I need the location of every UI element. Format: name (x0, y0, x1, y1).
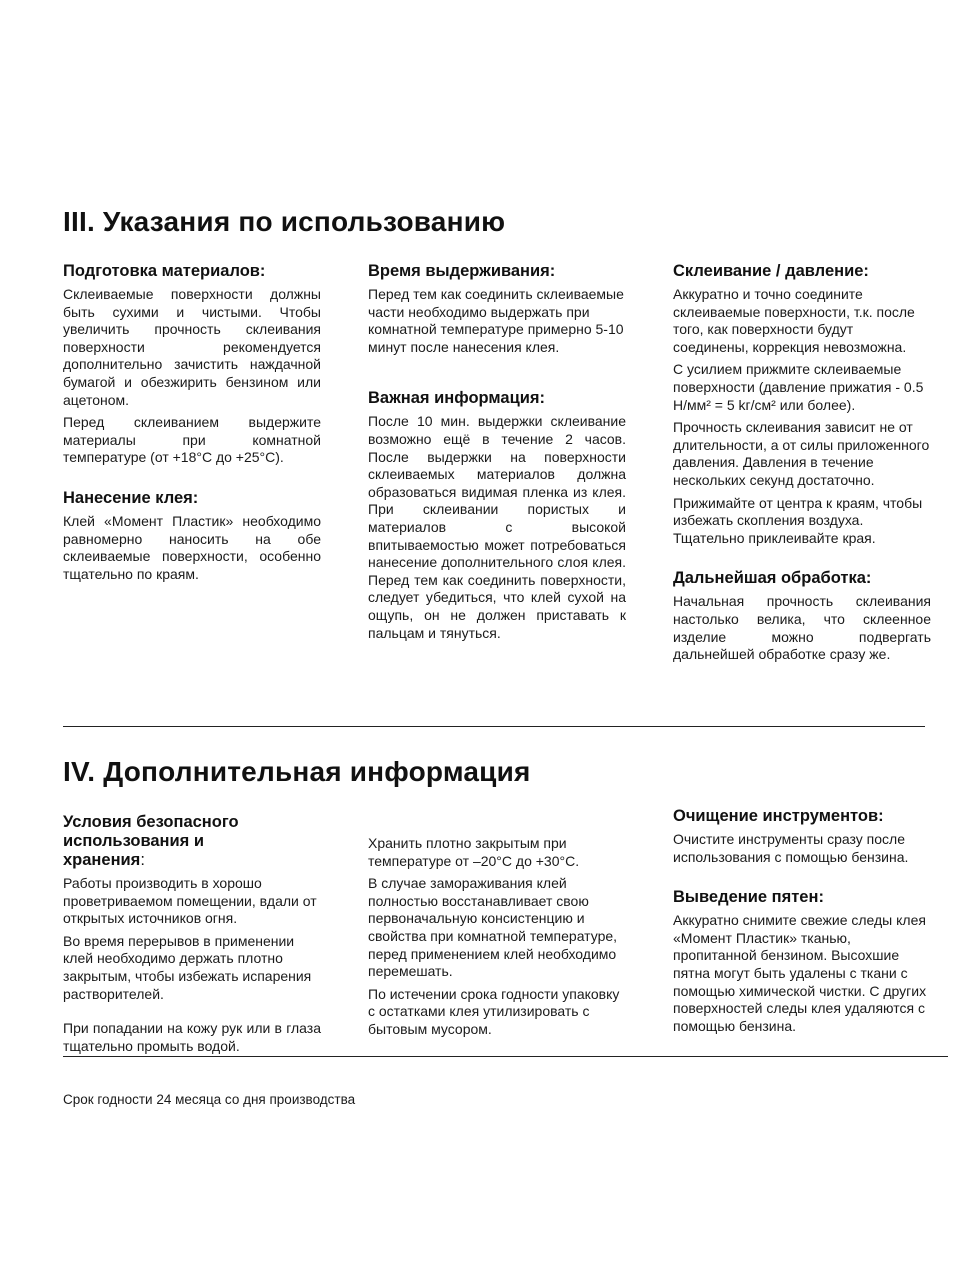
safety-paragraph-2: Во время перерывов в применении клей необходимо держать плотно закрытым, чтобы избежать испарения растворителей. (63, 932, 312, 1002)
safety-block (63, 813, 321, 1060)
divider (63, 726, 925, 727)
important-heading: Важная информация: (368, 389, 545, 408)
safety-heading-colon: : (140, 851, 145, 869)
further-heading: Дальнейшая обработка: (673, 569, 872, 588)
prep-paragraph-2: Перед склеиванием выдержите материалы при комнатной температуре (от +18°C до +25°C). (63, 414, 321, 466)
stains-paragraph: Аккуратно снимите свежие следы клея «Момент Пластик» тканью, пропитанной бензином. Высохшие пятна могут быть удалены с ткани с помощью химической чистки. С других поверхностей следы клея удаляются с помощью бензина. (673, 912, 927, 1034)
pressure-paragraph-3: Прочность склеивания зависит не от длительности, а от силы приложенного давления. Давления в течение нескольких секунд достаточно. (673, 419, 930, 488)
pressure-block (673, 262, 931, 669)
prep-block (63, 262, 321, 588)
safety-paragraph-3: При попадании на кожу рук или в глаза тщательно промыть водой. (63, 1020, 321, 1054)
safety-heading: Условия безопасного использования и хранения (63, 813, 239, 869)
wait-block (368, 262, 626, 647)
pressure-paragraph-1: Аккуратно и точно соедините склеиваемые поверхности, т.к. после того, как поверхности будут соединены, коррекция невозможна. (673, 286, 915, 355)
safety-paragraph-1: Работы производить в хорошо проветриваемом помещении, вдали от открытых источников огня. (63, 875, 317, 927)
pressure-heading: Склеивание / давление: (673, 262, 869, 280)
divider (63, 1056, 948, 1057)
important-paragraph: После 10 мин. выдержки склеивание возможно ещё в течение 2 часов. После выдержки на поверхности склеиваемых материалов должна образоваться видимая пленка из клея. При склеивании пористых и материалов с высокой впитываемостью может потребоваться нанесение дополнительного слоя клея. Перед тем как соединить поверхности, следует убедиться, что клей сухой на ощупь, он не должен приставать к пальцам и тянуться. (368, 413, 626, 641)
apply-paragraph: Клей «Момент Пластик» необходимо равномерно наносить на обе склеиваемые поверхности, особенно тщательно по краям. (63, 512, 321, 582)
section-3-title: III. Указания по использованию (63, 206, 506, 237)
section-4-title: IV. Дополнительная информация (63, 756, 531, 787)
shelf-life-note: Срок годности 24 месяца со дня производства (63, 1092, 356, 1107)
apply-heading: Нанесение клея: (63, 488, 199, 507)
storage-paragraph-2: В случае замораживания клей полностью восстанавливает свою первоначальную консистенцию и свойства при комнатной температуре, перед применением клей необходимо перемешать. (368, 875, 618, 980)
wait-heading: Время выдерживания: (368, 262, 556, 280)
cleaning-paragraph: Очистите инструменты сразу после использования с помощью бензина. (673, 831, 909, 865)
prep-paragraph-1: Склеиваемые поверхности должны быть сухими и чистыми. Чтобы увеличить прочность склеивания поверхности рекомендуется дополнительно зачистить наждачной бумагой и обезжирить бензином или ацетоном. (63, 286, 321, 408)
storage-paragraph-3: По истечении срока годности упаковку с остатками клея утилизировать с бытовым мусором. (368, 985, 620, 1037)
prep-heading: Подготовка материалов: (63, 262, 266, 280)
stains-heading: Выведение пятен: (673, 888, 824, 907)
further-paragraph: Начальная прочность склеивания настолько велика, что склеенное изделие можно подвергать дальнейшей обработке сразу же. (673, 593, 931, 663)
pressure-paragraph-2: С усилием прижмите склеиваемые поверхности (давление прижатия - 0.5 Н/мм² = 5 kг/см² или более). (673, 361, 924, 413)
cleaning-heading: Очищение инструментов: (673, 807, 884, 825)
storage-block (368, 835, 626, 1044)
cleaning-block (673, 807, 935, 1040)
wait-paragraph: Перед тем как соединить склеиваемые части необходимо выдержать при комнатной температуре примерно 5-10 минут после нанесения клея. (368, 286, 624, 355)
pressure-paragraph-4: Прижимайте от центра к краям, чтобы избежать скопления воздуха. Тщательно приклеивайте края. (673, 494, 923, 546)
storage-paragraph-1: Хранить плотно закрытым при температуре от –20°C до +30°C. (368, 835, 580, 869)
